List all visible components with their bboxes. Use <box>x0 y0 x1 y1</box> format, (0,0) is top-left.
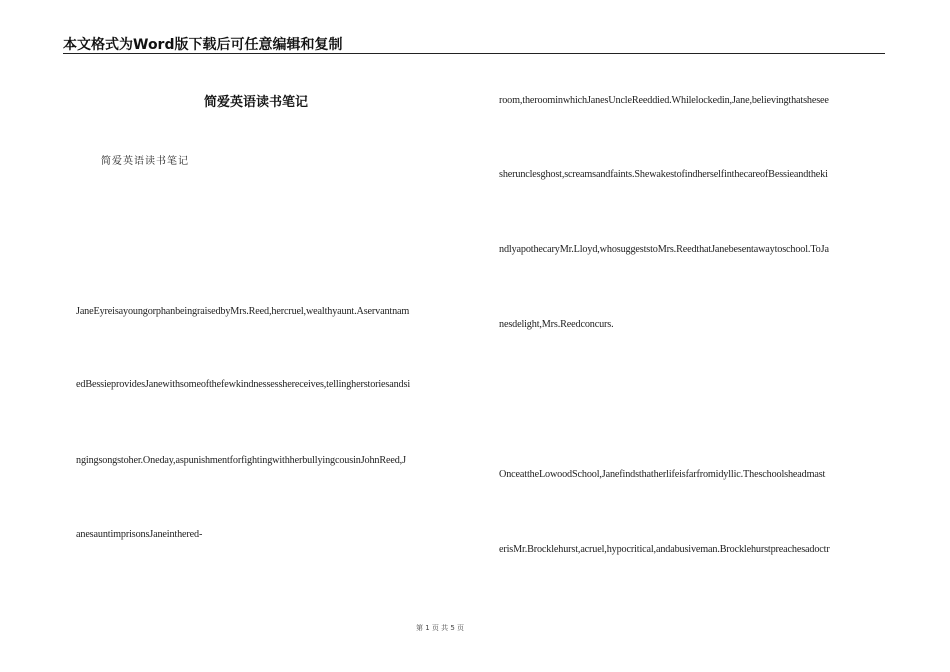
right-line-5: OnceattheLowoodSchool,Janefindsthatherlifeisfarfromidyllic.Theschoolsheadmast <box>499 469 826 480</box>
right-line-1: room,theroominwhichJanesUncleReeddied.Whilelockedin,Jane,believingthatshesee <box>499 95 829 106</box>
left-line-1: JaneEyreisayoungorphanbeingraisedbyMrs.Reed,hercruel,wealthyaunt.Aservantnam <box>76 306 410 317</box>
right-line-4: nesdelight,Mrs.Reedconcurs. <box>499 319 614 330</box>
right-line-3: ndlyapothecaryMr.Lloyd,whosuggeststoMrs.ReedthatJanebesentawaytoschool.ToJa <box>499 244 829 255</box>
page-number-footer: 第 1 页 共 5 页 <box>415 624 465 632</box>
right-line-2: sherunclesghost,screamsandfaints.ShewakestofindherselfinthecareofBessieandtheki <box>499 169 828 180</box>
left-line-2: edBessieprovidesJanewithsomeofthefewkindnessesshereceives,tellingherstoriesandsi <box>76 379 410 390</box>
document-subtitle: 简爱英语读书笔记 <box>101 156 189 167</box>
right-line-6: erisMr.Brocklehurst,acruel,hypocritical,andabusiveman.Brocklehurstpreachesadoctr <box>499 544 830 555</box>
left-line-3: ngingsongstoher.Oneday,aspunishmentforfightingwithherbullyingcousinJohnReed,J <box>76 455 406 466</box>
page-header-banner: 本文格式为Word版下载后可任意编辑和复制 <box>63 37 343 53</box>
left-line-4: anesauntimprisonsJaneinthered- <box>76 529 203 540</box>
header-divider <box>63 53 885 54</box>
document-title: 简爱英语读书笔记 <box>204 95 309 110</box>
